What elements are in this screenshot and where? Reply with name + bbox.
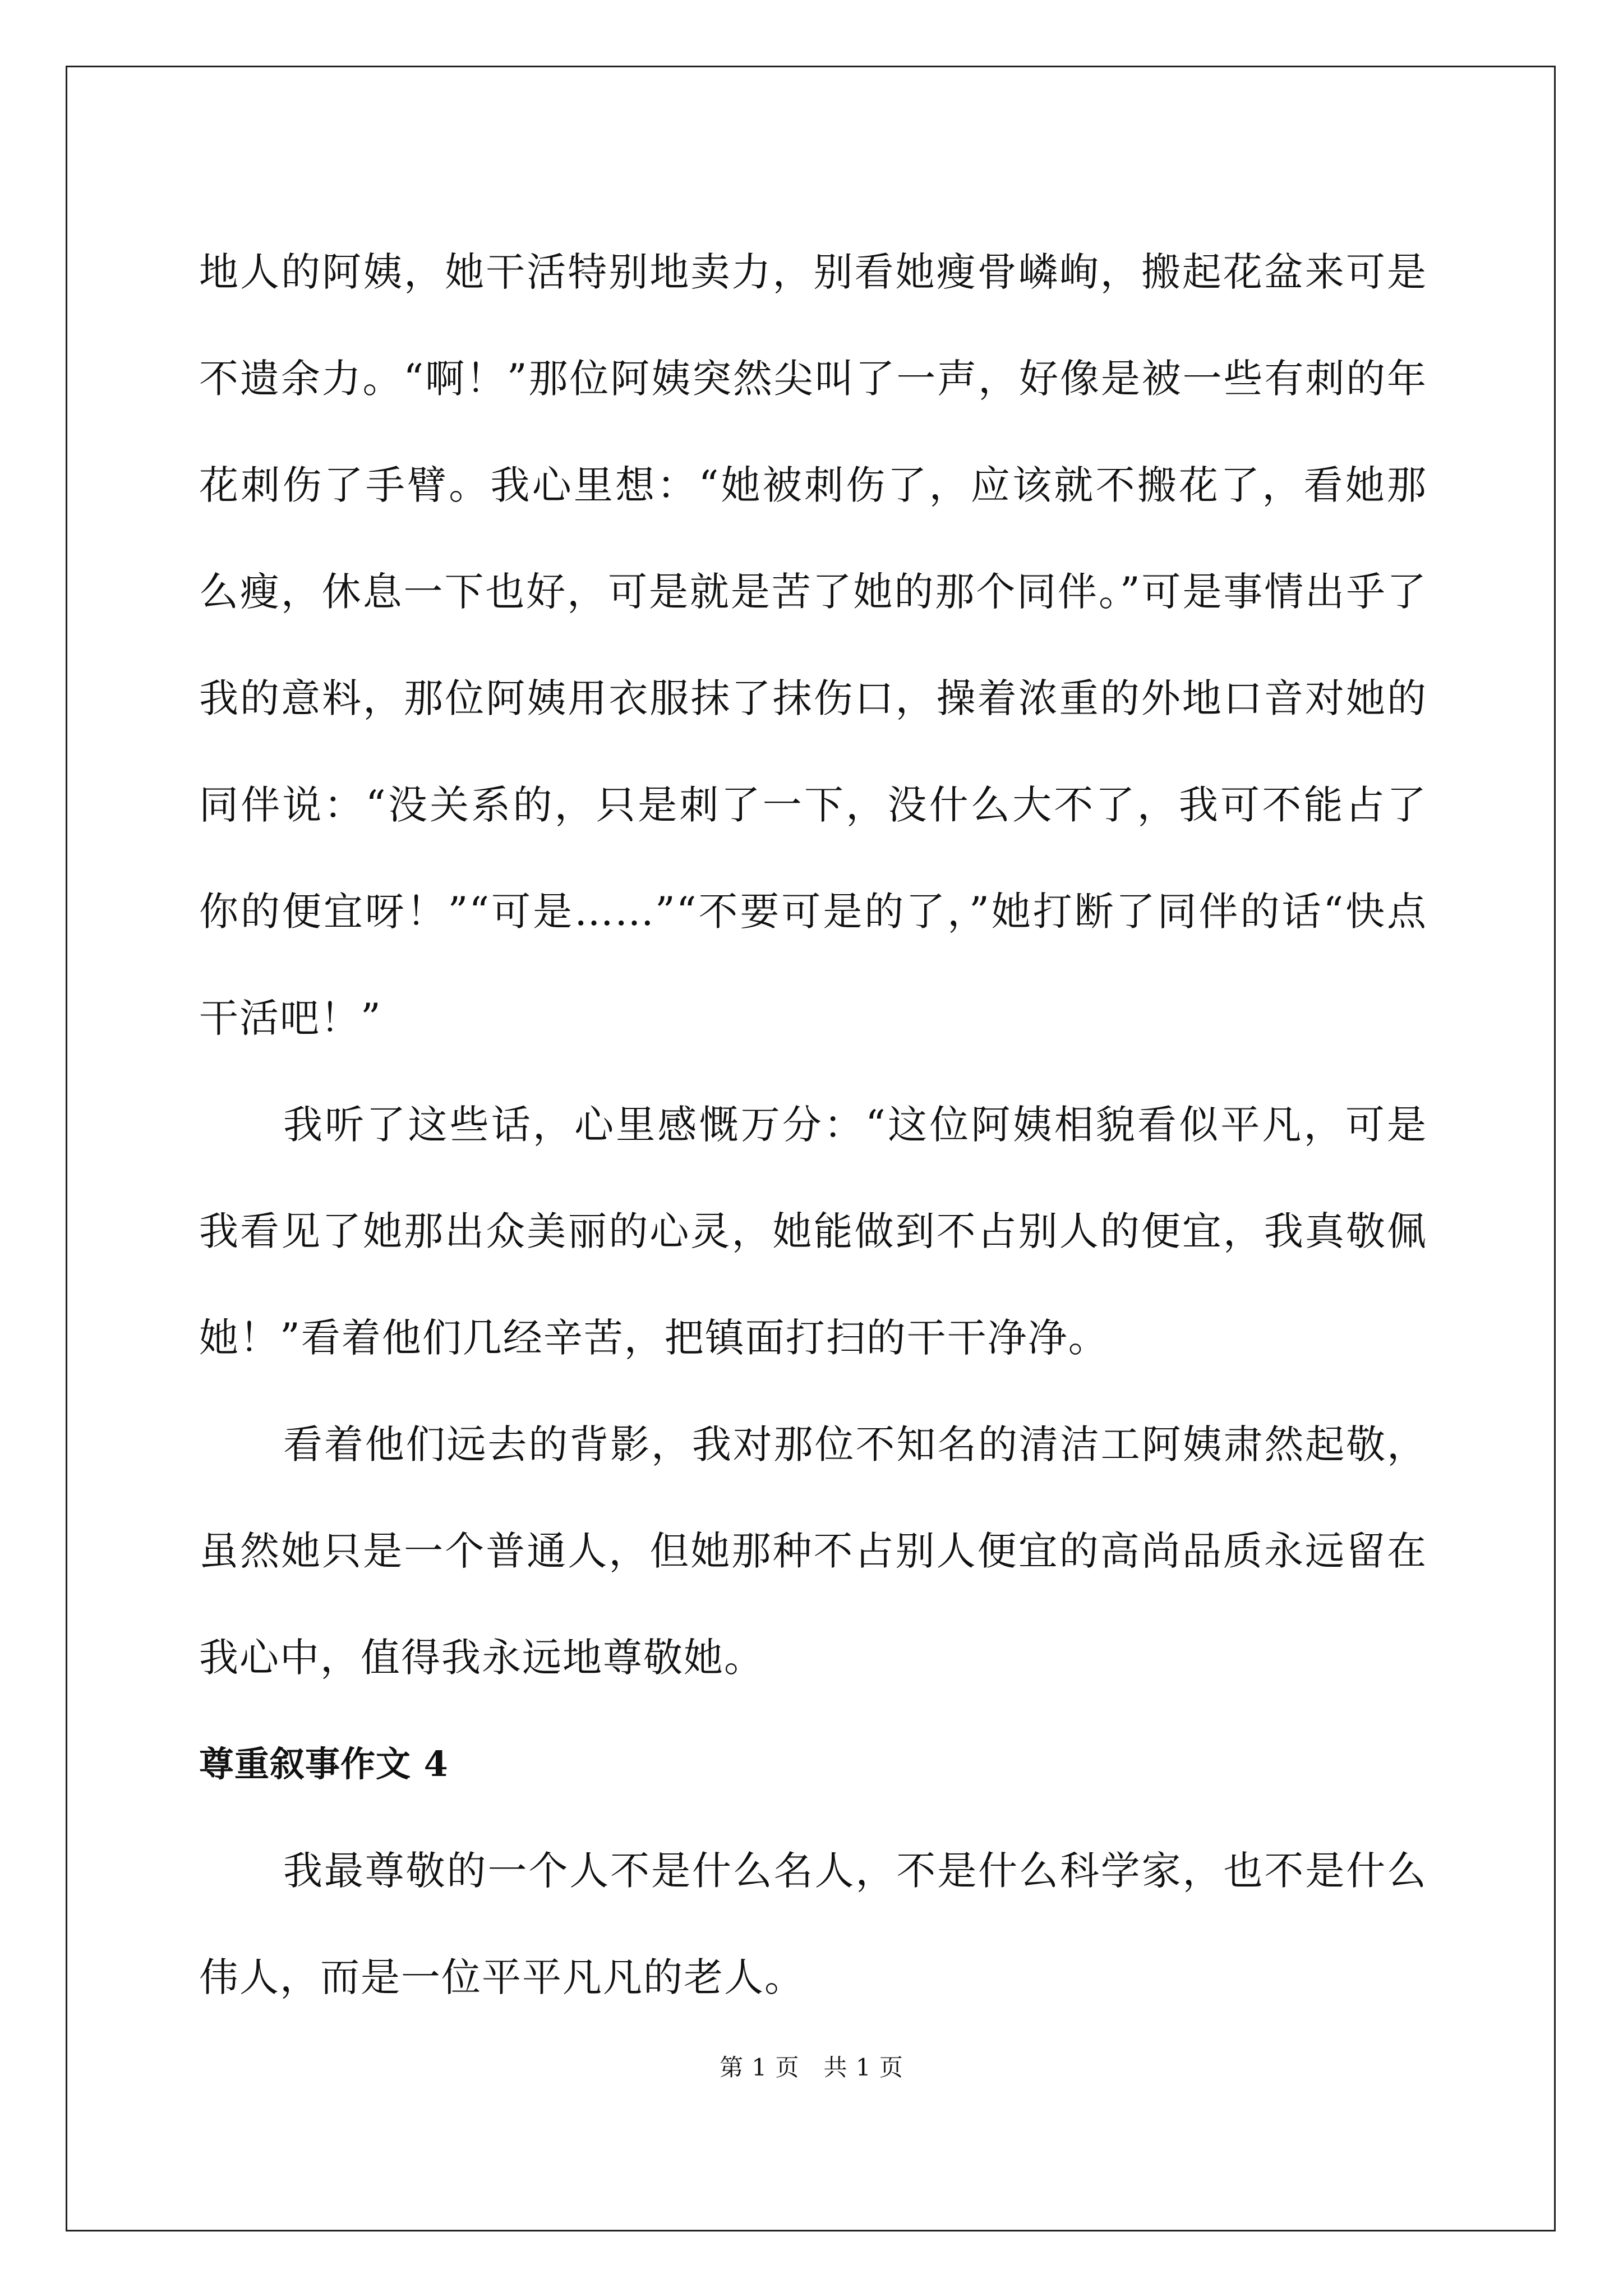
paragraph: 看着他们远去的背影，我对那位不知名的清洁工阿姨肃然起敬，虽然她只是一个普通人，但她那种不占别人便宜的高尚品质永远留在我心中，值得我永远地尊敬她。: [199, 1421, 1427, 1681]
paragraph: 我听了这些话，心里感慨万分：“这位阿姨相貌看似平凡，可是我看见了她那出众美丽的心灵，她能做到不占别人的便宜，我真敬佩她！”看着他们几经辛苦，把镇面打扫的干干净净。: [199, 1102, 1427, 1361]
page-footer: [0, 2051, 1623, 2085]
section-heading: 尊重叙事作文 4: [199, 1743, 449, 1784]
page-indicator: 第 1 页 共 1 页: [720, 2054, 903, 2081]
paragraph: 地人的阿姨，她干活特别地卖力，别看她瘦骨嶙峋，搬起花盆来可是不遗余力。“啊！”那位阿姨突然尖叫了一声，好像是被一些有刺的年花刺伤了手臂。我心里想：“她被刺伤了，应该就不搬花了，看她那么瘦，休息一下也好，可是就是苦了她的那个同伴。”可是事情出乎了我的意料，那位阿姨用衣服抹了抹伤口，操着浓重的外地口音对她的同伴说：“没关系的，只是刺了一下，没什么大不了，我可不能占了你的便宜呀！”“可是……”“不要可是的了，”她打断了同伴的话“快点干活吧！”: [199, 249, 1427, 1041]
document-body: [199, 219, 1427, 2031]
paragraph: 我最尊敬的一个人不是什么名人，不是什么科学家，也不是什么伟人，而是一位平平凡凡的老人。: [199, 1848, 1427, 2000]
